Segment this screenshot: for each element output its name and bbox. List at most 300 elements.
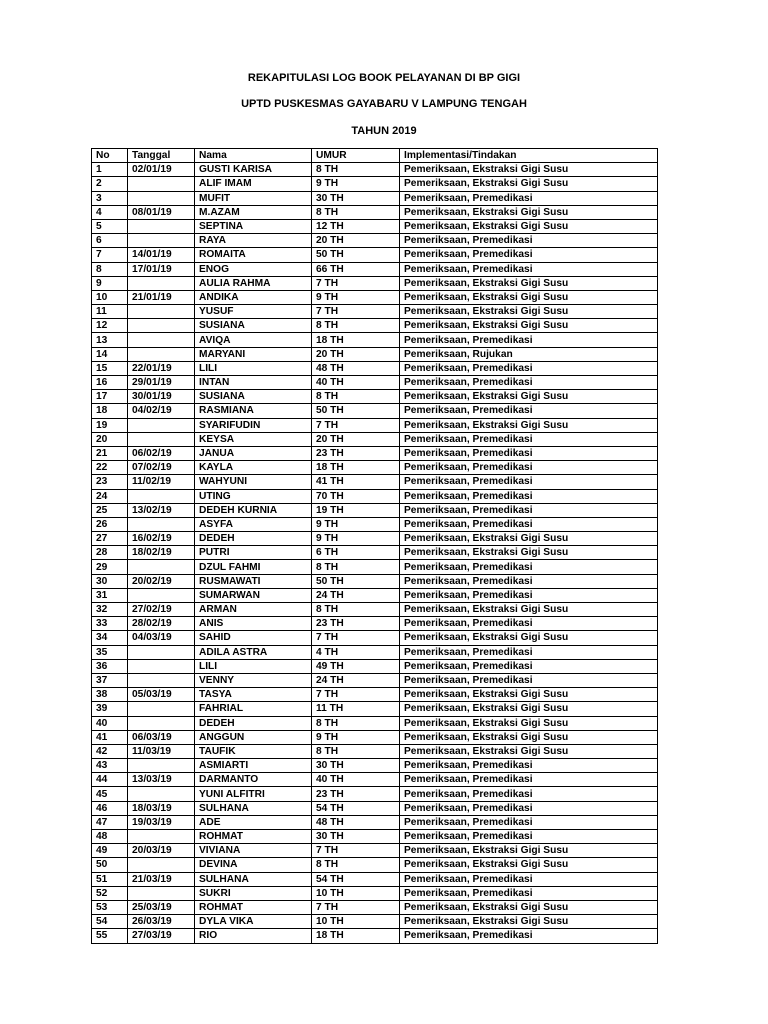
cell-umur: 48 TH [312, 361, 400, 375]
cell-no: 36 [92, 659, 128, 673]
cell-umur: 19 TH [312, 503, 400, 517]
cell-umur: 41 TH [312, 475, 400, 489]
cell-nama: RAYA [195, 234, 312, 248]
cell-umur: 8 TH [312, 205, 400, 219]
cell-implementasi: Pemeriksaan, Ekstraksi Gigi Susu [400, 305, 658, 319]
cell-implementasi: Pemeriksaan, Premedikasi [400, 432, 658, 446]
cell-umur: 10 TH [312, 886, 400, 900]
cell-no: 17 [92, 390, 128, 404]
header-implementasi: Implementasi/Tindakan [400, 149, 658, 163]
cell-tanggal [128, 830, 195, 844]
table-row [92, 716, 658, 730]
table-row [92, 631, 658, 645]
cell-tanggal: 21/01/19 [128, 290, 195, 304]
cell-no: 45 [92, 787, 128, 801]
table-row [92, 461, 658, 475]
cell-implementasi: Pemeriksaan, Ekstraksi Gigi Susu [400, 744, 658, 758]
cell-nama: SYARIFUDIN [195, 418, 312, 432]
cell-no: 40 [92, 716, 128, 730]
cell-implementasi: Pemeriksaan, Premedikasi [400, 404, 658, 418]
cell-implementasi: Pemeriksaan, Premedikasi [400, 446, 658, 460]
cell-nama: LILI [195, 361, 312, 375]
cell-no: 55 [92, 929, 128, 943]
cell-implementasi: Pemeriksaan, Premedikasi [400, 673, 658, 687]
cell-implementasi: Pemeriksaan, Premedikasi [400, 617, 658, 631]
cell-umur: 54 TH [312, 801, 400, 815]
cell-nama: SUKRI [195, 886, 312, 900]
cell-tanggal: 22/01/19 [128, 361, 195, 375]
cell-umur: 7 TH [312, 418, 400, 432]
cell-tanggal [128, 716, 195, 730]
table-row [92, 475, 658, 489]
cell-implementasi: Pemeriksaan, Premedikasi [400, 489, 658, 503]
cell-implementasi: Pemeriksaan, Ekstraksi Gigi Susu [400, 546, 658, 560]
cell-implementasi: Pemeriksaan, Premedikasi [400, 759, 658, 773]
cell-no: 27 [92, 532, 128, 546]
cell-tanggal [128, 319, 195, 333]
cell-nama: ANIS [195, 617, 312, 631]
cell-tanggal [128, 858, 195, 872]
cell-nama: ASMIARTI [195, 759, 312, 773]
cell-tanggal [128, 432, 195, 446]
cell-no: 24 [92, 489, 128, 503]
cell-no: 2 [92, 177, 128, 191]
header-tanggal: Tanggal [128, 149, 195, 163]
cell-nama: MARYANI [195, 347, 312, 361]
cell-nama: RIO [195, 929, 312, 943]
cell-tanggal: 04/02/19 [128, 404, 195, 418]
cell-no: 12 [92, 319, 128, 333]
cell-tanggal: 18/03/19 [128, 801, 195, 815]
cell-umur: 9 TH [312, 290, 400, 304]
table-row [92, 262, 658, 276]
cell-no: 53 [92, 900, 128, 914]
cell-nama: YUSUF [195, 305, 312, 319]
cell-implementasi: Pemeriksaan, Premedikasi [400, 588, 658, 602]
cell-umur: 50 TH [312, 574, 400, 588]
cell-no: 42 [92, 744, 128, 758]
cell-umur: 9 TH [312, 177, 400, 191]
table-header-row [92, 149, 658, 163]
cell-nama: YUNI ALFITRI [195, 787, 312, 801]
cell-no: 54 [92, 915, 128, 929]
cell-umur: 24 TH [312, 588, 400, 602]
cell-nama: GUSTI KARISA [195, 163, 312, 177]
table-row [92, 532, 658, 546]
cell-umur: 20 TH [312, 432, 400, 446]
table-row [92, 929, 658, 943]
cell-tanggal: 06/03/19 [128, 730, 195, 744]
cell-implementasi: Pemeriksaan, Premedikasi [400, 886, 658, 900]
cell-umur: 48 TH [312, 815, 400, 829]
cell-implementasi: Pemeriksaan, Rujukan [400, 347, 658, 361]
cell-implementasi: Pemeriksaan, Ekstraksi Gigi Susu [400, 418, 658, 432]
cell-no: 13 [92, 333, 128, 347]
table-row [92, 163, 658, 177]
cell-implementasi: Pemeriksaan, Premedikasi [400, 333, 658, 347]
cell-no: 18 [92, 404, 128, 418]
cell-nama: FAHRIAL [195, 702, 312, 716]
cell-nama: TASYA [195, 688, 312, 702]
table-row [92, 560, 658, 574]
cell-implementasi: Pemeriksaan, Ekstraksi Gigi Susu [400, 730, 658, 744]
table-row [92, 673, 658, 687]
cell-nama: AULIA RAHMA [195, 276, 312, 290]
cell-implementasi: Pemeriksaan, Premedikasi [400, 645, 658, 659]
cell-nama: JANUA [195, 446, 312, 460]
cell-no: 22 [92, 461, 128, 475]
table-row [92, 603, 658, 617]
cell-tanggal [128, 517, 195, 531]
cell-implementasi: Pemeriksaan, Ekstraksi Gigi Susu [400, 532, 658, 546]
cell-umur: 9 TH [312, 532, 400, 546]
cell-umur: 8 TH [312, 744, 400, 758]
cell-no: 44 [92, 773, 128, 787]
cell-no: 1 [92, 163, 128, 177]
cell-no: 41 [92, 730, 128, 744]
table-row [92, 390, 658, 404]
cell-no: 16 [92, 376, 128, 390]
cell-tanggal: 29/01/19 [128, 376, 195, 390]
cell-implementasi: Pemeriksaan, Ekstraksi Gigi Susu [400, 205, 658, 219]
cell-nama: WAHYUNI [195, 475, 312, 489]
cell-tanggal: 05/03/19 [128, 688, 195, 702]
cell-nama: DARMANTO [195, 773, 312, 787]
cell-nama: DYLA VIKA [195, 915, 312, 929]
cell-nama: TAUFIK [195, 744, 312, 758]
cell-nama: DZUL FAHMI [195, 560, 312, 574]
cell-implementasi: Pemeriksaan, Premedikasi [400, 517, 658, 531]
cell-umur: 4 TH [312, 645, 400, 659]
document-subtitle-institution: UPTD PUSKESMAS GAYABARU V LAMPUNG TENGAH [241, 98, 527, 110]
cell-tanggal [128, 191, 195, 205]
cell-umur: 50 TH [312, 248, 400, 262]
table-row [92, 617, 658, 631]
cell-nama: DEDEH [195, 532, 312, 546]
cell-implementasi: Pemeriksaan, Premedikasi [400, 659, 658, 673]
cell-tanggal: 06/02/19 [128, 446, 195, 460]
cell-tanggal [128, 489, 195, 503]
cell-tanggal: 19/03/19 [128, 815, 195, 829]
cell-umur: 9 TH [312, 730, 400, 744]
cell-nama: SUSIANA [195, 319, 312, 333]
cell-implementasi: Pemeriksaan, Premedikasi [400, 801, 658, 815]
cell-tanggal: 08/01/19 [128, 205, 195, 219]
cell-umur: 7 TH [312, 900, 400, 914]
table-row [92, 219, 658, 233]
cell-no: 25 [92, 503, 128, 517]
cell-nama: PUTRI [195, 546, 312, 560]
cell-tanggal: 13/02/19 [128, 503, 195, 517]
cell-tanggal: 26/03/19 [128, 915, 195, 929]
cell-implementasi: Pemeriksaan, Premedikasi [400, 376, 658, 390]
cell-nama: SEPTINA [195, 219, 312, 233]
cell-implementasi: Pemeriksaan, Premedikasi [400, 248, 658, 262]
cell-implementasi: Pemeriksaan, Premedikasi [400, 815, 658, 829]
cell-nama: LILI [195, 659, 312, 673]
cell-nama: KAYLA [195, 461, 312, 475]
cell-tanggal [128, 673, 195, 687]
cell-umur: 30 TH [312, 830, 400, 844]
cell-implementasi: Pemeriksaan, Premedikasi [400, 361, 658, 375]
table-row [92, 858, 658, 872]
cell-nama: M.AZAM [195, 205, 312, 219]
cell-tanggal: 14/01/19 [128, 248, 195, 262]
cell-nama: ALIF IMAM [195, 177, 312, 191]
table-row [92, 517, 658, 531]
cell-tanggal [128, 702, 195, 716]
cell-tanggal: 02/01/19 [128, 163, 195, 177]
cell-implementasi: Pemeriksaan, Ekstraksi Gigi Susu [400, 390, 658, 404]
cell-implementasi: Pemeriksaan, Premedikasi [400, 461, 658, 475]
cell-umur: 7 TH [312, 688, 400, 702]
table-row [92, 489, 658, 503]
cell-implementasi: Pemeriksaan, Premedikasi [400, 262, 658, 276]
cell-umur: 40 TH [312, 376, 400, 390]
cell-tanggal: 21/03/19 [128, 872, 195, 886]
cell-implementasi: Pemeriksaan, Ekstraksi Gigi Susu [400, 219, 658, 233]
table-row [92, 815, 658, 829]
cell-no: 21 [92, 446, 128, 460]
cell-umur: 54 TH [312, 872, 400, 886]
cell-umur: 12 TH [312, 219, 400, 233]
cell-no: 26 [92, 517, 128, 531]
cell-implementasi: Pemeriksaan, Ekstraksi Gigi Susu [400, 688, 658, 702]
cell-nama: AVIQA [195, 333, 312, 347]
header-no: No [92, 149, 128, 163]
cell-umur: 50 TH [312, 404, 400, 418]
cell-umur: 66 TH [312, 262, 400, 276]
table-row [92, 659, 658, 673]
table-row [92, 588, 658, 602]
cell-tanggal: 16/02/19 [128, 532, 195, 546]
cell-no: 43 [92, 759, 128, 773]
cell-tanggal [128, 645, 195, 659]
table-row [92, 290, 658, 304]
cell-no: 38 [92, 688, 128, 702]
cell-no: 7 [92, 248, 128, 262]
cell-tanggal [128, 588, 195, 602]
table-row [92, 418, 658, 432]
cell-no: 3 [92, 191, 128, 205]
table-row [92, 376, 658, 390]
cell-no: 9 [92, 276, 128, 290]
cell-umur: 49 TH [312, 659, 400, 673]
cell-no: 23 [92, 475, 128, 489]
cell-no: 37 [92, 673, 128, 687]
cell-umur: 8 TH [312, 858, 400, 872]
cell-no: 5 [92, 219, 128, 233]
cell-umur: 7 TH [312, 276, 400, 290]
cell-no: 33 [92, 617, 128, 631]
cell-implementasi: Pemeriksaan, Premedikasi [400, 872, 658, 886]
table-row [92, 248, 658, 262]
table-row [92, 915, 658, 929]
cell-nama: UTING [195, 489, 312, 503]
cell-tanggal: 25/03/19 [128, 900, 195, 914]
cell-umur: 7 TH [312, 844, 400, 858]
cell-umur: 18 TH [312, 333, 400, 347]
cell-umur: 10 TH [312, 915, 400, 929]
cell-umur: 30 TH [312, 191, 400, 205]
cell-no: 4 [92, 205, 128, 219]
cell-umur: 23 TH [312, 617, 400, 631]
cell-no: 30 [92, 574, 128, 588]
cell-implementasi: Pemeriksaan, Premedikasi [400, 191, 658, 205]
cell-no: 10 [92, 290, 128, 304]
table-row [92, 446, 658, 460]
cell-no: 28 [92, 546, 128, 560]
cell-no: 32 [92, 603, 128, 617]
table-row [92, 503, 658, 517]
cell-umur: 40 TH [312, 773, 400, 787]
table-row [92, 773, 658, 787]
cell-implementasi: Pemeriksaan, Ekstraksi Gigi Susu [400, 603, 658, 617]
cell-no: 35 [92, 645, 128, 659]
cell-umur: 6 TH [312, 546, 400, 560]
cell-tanggal [128, 418, 195, 432]
cell-nama: VIVIANA [195, 844, 312, 858]
cell-tanggal: 28/02/19 [128, 617, 195, 631]
logbook-table [91, 148, 658, 944]
table-row [92, 702, 658, 716]
cell-implementasi: Pemeriksaan, Premedikasi [400, 560, 658, 574]
cell-no: 6 [92, 234, 128, 248]
table-row [92, 744, 658, 758]
cell-no: 29 [92, 560, 128, 574]
cell-nama: ANDIKA [195, 290, 312, 304]
cell-tanggal [128, 333, 195, 347]
cell-tanggal [128, 276, 195, 290]
table-row [92, 900, 658, 914]
cell-implementasi: Pemeriksaan, Ekstraksi Gigi Susu [400, 844, 658, 858]
cell-umur: 9 TH [312, 517, 400, 531]
table-row [92, 787, 658, 801]
cell-umur: 24 TH [312, 673, 400, 687]
table-row [92, 177, 658, 191]
cell-implementasi: Pemeriksaan, Premedikasi [400, 787, 658, 801]
table-row [92, 730, 658, 744]
cell-nama: SUMARWAN [195, 588, 312, 602]
cell-umur: 18 TH [312, 461, 400, 475]
table-row [92, 305, 658, 319]
table-row [92, 886, 658, 900]
cell-implementasi: Pemeriksaan, Premedikasi [400, 929, 658, 943]
cell-no: 47 [92, 815, 128, 829]
table-row [92, 191, 658, 205]
cell-nama: SUSIANA [195, 390, 312, 404]
cell-tanggal [128, 560, 195, 574]
cell-implementasi: Pemeriksaan, Ekstraksi Gigi Susu [400, 716, 658, 730]
cell-umur: 7 TH [312, 305, 400, 319]
cell-implementasi: Pemeriksaan, Ekstraksi Gigi Susu [400, 858, 658, 872]
cell-tanggal: 27/02/19 [128, 603, 195, 617]
cell-nama: KEYSA [195, 432, 312, 446]
cell-tanggal [128, 347, 195, 361]
cell-nama: MUFIT [195, 191, 312, 205]
cell-tanggal: 11/02/19 [128, 475, 195, 489]
table-row [92, 205, 658, 219]
cell-tanggal: 20/03/19 [128, 844, 195, 858]
table-body [92, 163, 658, 943]
cell-tanggal: 20/02/19 [128, 574, 195, 588]
cell-no: 48 [92, 830, 128, 844]
cell-nama: DEDEH [195, 716, 312, 730]
cell-no: 39 [92, 702, 128, 716]
cell-implementasi: Pemeriksaan, Premedikasi [400, 234, 658, 248]
cell-tanggal: 18/02/19 [128, 546, 195, 560]
cell-no: 49 [92, 844, 128, 858]
cell-tanggal [128, 886, 195, 900]
cell-tanggal: 11/03/19 [128, 744, 195, 758]
table-row [92, 404, 658, 418]
cell-tanggal [128, 305, 195, 319]
cell-umur: 8 TH [312, 163, 400, 177]
cell-nama: ADILA ASTRA [195, 645, 312, 659]
cell-nama: SULHANA [195, 801, 312, 815]
cell-nama: ANGGUN [195, 730, 312, 744]
table-row [92, 574, 658, 588]
cell-umur: 20 TH [312, 234, 400, 248]
cell-tanggal [128, 787, 195, 801]
table-row [92, 319, 658, 333]
cell-implementasi: Pemeriksaan, Ekstraksi Gigi Susu [400, 702, 658, 716]
cell-tanggal: 17/01/19 [128, 262, 195, 276]
cell-tanggal: 30/01/19 [128, 390, 195, 404]
cell-umur: 30 TH [312, 759, 400, 773]
cell-implementasi: Pemeriksaan, Ekstraksi Gigi Susu [400, 631, 658, 645]
cell-tanggal [128, 659, 195, 673]
cell-nama: ROMAITA [195, 248, 312, 262]
cell-tanggal: 04/03/19 [128, 631, 195, 645]
table-row [92, 276, 658, 290]
cell-nama: DEVINA [195, 858, 312, 872]
cell-implementasi: Pemeriksaan, Ekstraksi Gigi Susu [400, 290, 658, 304]
cell-umur: 7 TH [312, 631, 400, 645]
cell-implementasi: Pemeriksaan, Premedikasi [400, 574, 658, 588]
cell-implementasi: Pemeriksaan, Ekstraksi Gigi Susu [400, 276, 658, 290]
cell-implementasi: Pemeriksaan, Ekstraksi Gigi Susu [400, 163, 658, 177]
table-row [92, 432, 658, 446]
cell-nama: ARMAN [195, 603, 312, 617]
header-nama: Nama [195, 149, 312, 163]
cell-tanggal: 07/02/19 [128, 461, 195, 475]
cell-nama: ADE [195, 815, 312, 829]
cell-umur: 23 TH [312, 446, 400, 460]
cell-umur: 8 TH [312, 603, 400, 617]
cell-implementasi: Pemeriksaan, Ekstraksi Gigi Susu [400, 900, 658, 914]
table-row [92, 759, 658, 773]
cell-nama: ROHMAT [195, 830, 312, 844]
table-row [92, 830, 658, 844]
table-row [92, 872, 658, 886]
cell-implementasi: Pemeriksaan, Premedikasi [400, 773, 658, 787]
cell-nama: ENOG [195, 262, 312, 276]
cell-tanggal: 13/03/19 [128, 773, 195, 787]
cell-nama: ASYFA [195, 517, 312, 531]
cell-no: 11 [92, 305, 128, 319]
cell-no: 15 [92, 361, 128, 375]
cell-no: 31 [92, 588, 128, 602]
cell-tanggal [128, 234, 195, 248]
table-row [92, 347, 658, 361]
cell-nama: RASMIANA [195, 404, 312, 418]
cell-umur: 20 TH [312, 347, 400, 361]
cell-tanggal: 27/03/19 [128, 929, 195, 943]
cell-implementasi: Pemeriksaan, Premedikasi [400, 830, 658, 844]
cell-no: 19 [92, 418, 128, 432]
cell-no: 51 [92, 872, 128, 886]
